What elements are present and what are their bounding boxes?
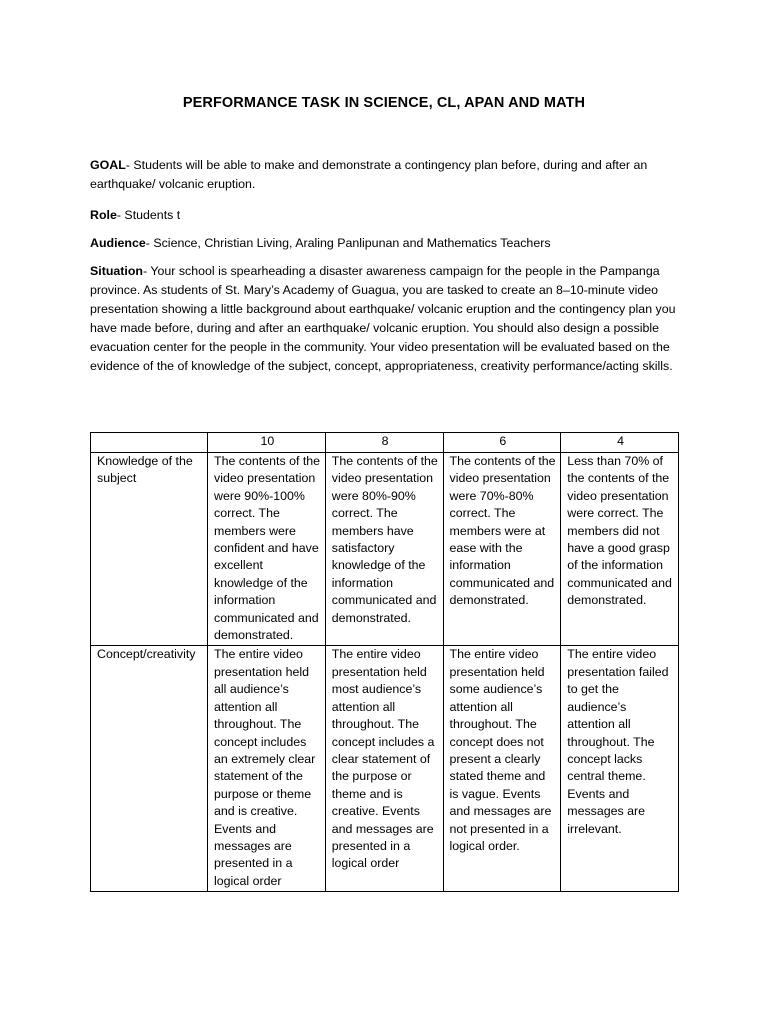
rubric-cell: Less than 70% of the contents of the video presentation were correct. The members did not have a good grasp of the information communicated and demonstrated. [561,453,679,646]
rubric-header-cell: 4 [561,433,679,453]
rubric-criterion: Concept/creativity [91,646,208,892]
audience-text: - Science, Christian Living, Araling Panlipunan and Mathematics Teachers [145,236,551,250]
rubric-header-cell [91,433,208,453]
rubric-cell: The entire video presentation held some audience’s attention all throughout. The concept does not present a clearly stated theme and is vague. Events and messages are not presented in a logical order. [443,646,561,892]
situation-label: Situation [90,264,143,278]
rubric-cell: The contents of the video presentation were 90%-100% correct. The members were confident and have excellent knowledge of the information communicated and demonstrated. [208,453,326,646]
rubric-row-concept [91,646,679,892]
rubric-cell: The entire video presentation failed to get the audience’s attention all throughout. The concept lacks central theme. Events and messages are irrelevant. [561,646,679,892]
situation-paragraph [90,262,680,376]
situation-text: - Your school is spearheading a disaster awareness campaign for the people in the Pampanga province. As students of St. Mary’s Academy of Guagua, you are tasked to create an 8–10-minute video presentation showing a little background about earthquake/ volcanic eruption and the contingency plan you have made before, during and after an earthquake/ volcanic eruption. You should also design a possible evacuation center for the people in the community. Your video presentation will be evaluated based on the evidence of the of knowledge of the subject, concept, appropriateness, creativity performance/acting skills. [90,264,676,373]
role-paragraph [90,206,680,225]
rubric-cell: The entire video presentation held all audience’s attention all throughout. The concept includes an extremely clear statement of the purpose or theme and is creative. Events and messages are presented in a logical order [208,646,326,892]
audience-paragraph [90,234,680,253]
role-text: - Students t [116,208,181,222]
rubric-header-cell: 10 [208,433,326,453]
document-title: PERFORMANCE TASK IN SCIENCE, CL, APAN AND MATH [182,95,586,111]
rubric-cell: The contents of the video presentation were 70%-80% correct. The members were at ease with the information communicated and demonstrated. [443,453,561,646]
goal-paragraph [90,156,680,194]
goal-label: GOAL [90,158,126,172]
goal-text: - Students will be able to make and demonstrate a contingency plan before, during and after an earthquake/ volcanic eruption. [90,158,648,191]
rubric-criterion: Knowledge of the subject [91,453,208,646]
rubric-header-row [91,433,679,453]
role-label: Role [90,208,117,222]
rubric-header-cell: 8 [325,433,443,453]
rubric-row-knowledge [91,453,679,646]
rubric-cell: The contents of the video presentation were 80%-90% correct. The members have satisfactory knowledge of the information communicated and demonstrated. [325,453,443,646]
rubric-cell: The entire video presentation held most audience’s attention all throughout. The concept includes a clear statement of the purpose or theme and is creative. Events and messages are presented in a logical order [325,646,443,892]
rubric-header-cell: 6 [443,433,561,453]
rubric-table [90,432,679,892]
audience-label: Audience [90,236,146,250]
